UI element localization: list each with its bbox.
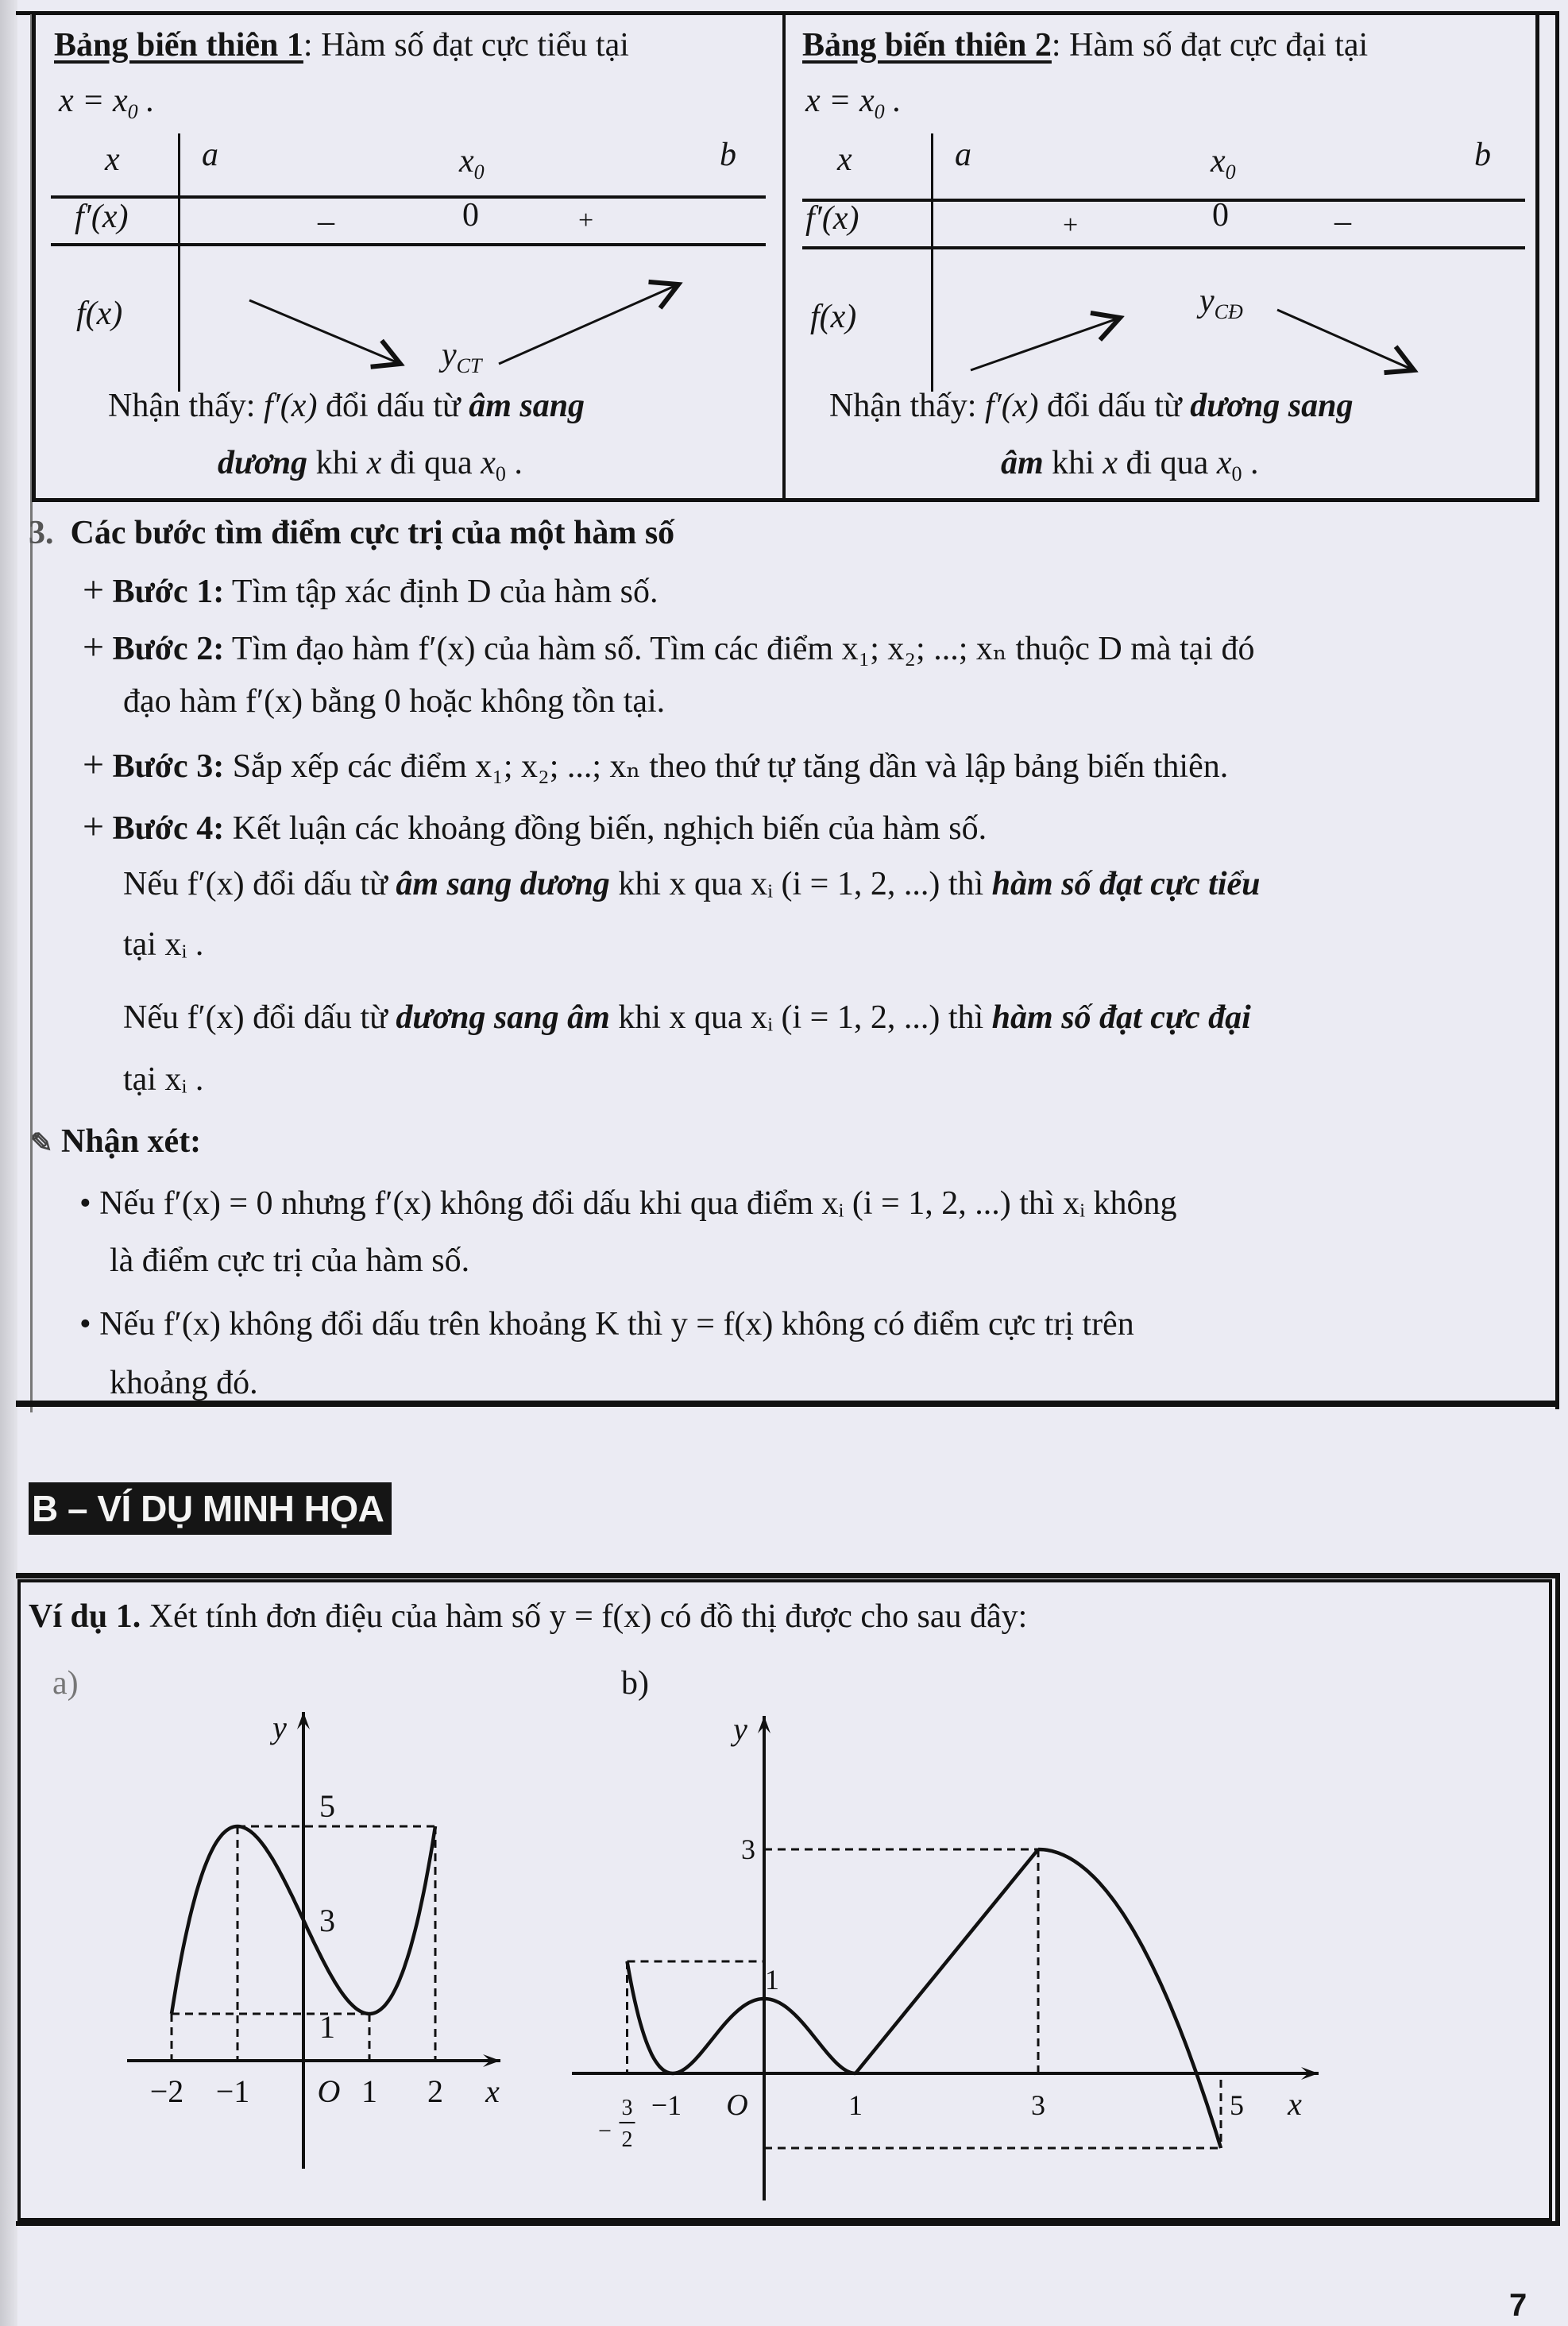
rule-em: hàm số đạt cực tiểu xyxy=(991,866,1261,902)
note-x: x xyxy=(366,445,382,481)
x-tick-label: 1 xyxy=(361,2073,377,2109)
rule-text: Nếu f′(x) đổi dấu từ xyxy=(123,999,396,1036)
step-2 xyxy=(83,624,1255,670)
table-2-x-label: x xyxy=(837,141,852,178)
x-tick-label: 5 xyxy=(1230,2089,1244,2121)
condition-text: x = x xyxy=(59,83,128,119)
note-em2: dương xyxy=(218,445,308,481)
note-mid: đổi dấu từ xyxy=(1038,388,1191,424)
table-2-func-label: f(x) xyxy=(810,299,857,335)
y-tick-label: 1 xyxy=(765,1964,779,1996)
note-tail2: đi qua xyxy=(1118,445,1217,481)
table-1-condition: $x = x_0$ . xyxy=(59,83,155,124)
y-tick-label: 3 xyxy=(741,1833,755,1865)
remark-heading xyxy=(30,1122,201,1161)
rule-max xyxy=(123,998,1251,1037)
table-1-sign-zero: 0 xyxy=(462,197,479,234)
x-axis-label: x xyxy=(1288,2086,1302,2122)
table-1-x0-sub: 0 xyxy=(473,160,485,184)
note-x: x xyxy=(1103,445,1118,481)
table-1-extremum: y xyxy=(442,337,457,373)
step-1 xyxy=(83,567,658,613)
table-2-sign-right: – xyxy=(1334,203,1351,240)
condition-text: x = x xyxy=(805,83,875,119)
example-1-statement xyxy=(29,1597,1027,1636)
note-em1: âm sang xyxy=(469,388,585,424)
section-b-banner: B – VÍ DỤ MINH HỌA xyxy=(29,1482,392,1535)
table-2-sign-left: + xyxy=(1063,211,1079,240)
table-2-note-line1 xyxy=(829,386,1353,426)
remark-bullet-1 xyxy=(79,1184,1176,1223)
plus-icon: + xyxy=(83,626,105,668)
note-em2: âm xyxy=(1001,445,1044,481)
step-label: Bước 2: xyxy=(112,631,225,667)
variation-table-2: Bảng biến thiên 2: Hàm số đạt cực đại tại $x = x_0$ . x a $x_0$ b f′(x) + 0 – f(x) $y_{CĐ}$ Nhận thấy: f′(x) đổi dấu từ dương sang âm khi x đi qua $x_0$ . xyxy=(786,14,1533,499)
part-a-label: a) xyxy=(52,1665,79,1702)
note-tail2: đi qua xyxy=(381,445,481,481)
rule-em: dương sang âm xyxy=(396,999,610,1036)
table-1-note-line1 xyxy=(108,386,585,426)
section-heading: Các bước tìm điểm cực trị của một hàm số xyxy=(70,515,675,551)
pencil-icon: ✎ xyxy=(30,1129,53,1158)
note-prefix: Nhận thấy: xyxy=(108,388,264,424)
step-2-continuation: đạo hàm f′(x) bằng 0 hoặc không tồn tại. xyxy=(123,683,666,720)
table-1-func-label: f(x) xyxy=(76,296,123,332)
frame-right-line xyxy=(1555,11,1559,1409)
step-label: Bước 1: xyxy=(112,574,225,610)
condition-sub: 0 xyxy=(874,100,885,124)
rule-min xyxy=(123,864,1261,904)
x-tick-label: 2 xyxy=(427,2073,443,2109)
note-prefix: Nhận thấy: xyxy=(829,388,985,424)
rule-text: khi x qua xᵢ (i = 1, 2, ...) thì xyxy=(609,866,992,902)
remark-bullet-2-continuation: khoảng đó. xyxy=(110,1365,258,1401)
decreasing-arrow xyxy=(249,300,400,364)
y-axis-label: y xyxy=(272,1710,287,1745)
remark-line: Nếu f′(x) = 0 nhưng f′(x) không đổi dấu khi qua điểm xᵢ (i = 1, 2, ...) thì xᵢ không xyxy=(99,1185,1177,1222)
example-label: Ví dụ 1. xyxy=(29,1598,141,1635)
note-x0-sub: 0 xyxy=(1231,462,1242,486)
plus-icon: + xyxy=(83,744,105,786)
remark-title: Nhận xét: xyxy=(61,1123,202,1160)
step-text: Tìm đạo hàm f′(x) của hàm số. Tìm các điểm x₁; x₂; ...; xₙ thuộc D mà tại đó xyxy=(224,631,1255,667)
table-1-x0: x xyxy=(459,143,474,180)
rule-em: hàm số đạt cực đại xyxy=(991,999,1251,1036)
step-text: Tìm tập xác định D của hàm số. xyxy=(224,574,658,610)
table-1-title-rest: : Hàm số đạt cực tiểu tại xyxy=(303,27,629,64)
example-text: Xét tính đơn điệu của hàm số y = f(x) có đồ thị được cho sau đây: xyxy=(141,1598,1028,1635)
x-tick-label: −1 xyxy=(215,2073,250,2109)
tables-divider xyxy=(782,11,786,502)
table-1-vline xyxy=(178,133,180,392)
table-1-extremum-sub: CT xyxy=(456,354,482,378)
table-1-title xyxy=(54,25,629,65)
note-x0: x xyxy=(481,445,496,481)
section-3-heading xyxy=(29,513,674,553)
table-1-title-bold: Bảng biến thiên 1 xyxy=(54,27,303,64)
step-4 xyxy=(83,804,987,850)
decreasing-arrow xyxy=(1277,310,1414,370)
table-2-sign-zero: 0 xyxy=(1212,197,1229,234)
rule-min-continuation: tại xᵢ . xyxy=(123,926,204,963)
table-1-hline-1 xyxy=(51,195,766,199)
note-tail: khi xyxy=(1043,445,1103,481)
remark-bullet-1-continuation: là điểm cực trị của hàm số. xyxy=(110,1242,470,1279)
rule-em: âm sang dương xyxy=(396,866,610,902)
example-box-bottom-outer xyxy=(16,2221,1560,2226)
table-2-hline-1 xyxy=(802,199,1525,202)
table-2-title-bold: Bảng biến thiên 2 xyxy=(802,27,1052,64)
note-mid: đổi dấu từ xyxy=(317,388,469,424)
origin-label: O xyxy=(726,2088,748,2122)
table-1-note-line2: dương khi x đi qua $x_0$ . xyxy=(218,445,523,486)
table-2-extremum: y xyxy=(1199,283,1215,319)
x-tick-label: 3 xyxy=(1031,2089,1045,2121)
graph-a xyxy=(119,1692,532,2169)
table-2-title xyxy=(802,25,1368,65)
step-text: Sắp xếp các điểm x₁; x₂; ...; xₙ theo thứ tự tăng dần và lập bảng biến thiên. xyxy=(224,748,1229,785)
table-1-a: a xyxy=(202,137,218,173)
note-tail: khi xyxy=(307,445,367,481)
note-fx: f′(x) xyxy=(984,388,1039,424)
bullet-icon: • xyxy=(79,1185,91,1222)
x-tick-label: 1 xyxy=(848,2089,863,2121)
graph-b xyxy=(556,1692,1334,2200)
x-axis-label: x xyxy=(485,2073,500,2109)
rule-text: khi x qua xᵢ (i = 1, 2, ...) thì xyxy=(609,999,992,1036)
rule-max-continuation: tại xᵢ . xyxy=(123,1061,204,1098)
rule-text: Nếu f′(x) đổi dấu từ xyxy=(123,866,396,902)
condition-sub: 0 xyxy=(127,100,138,124)
table-1-x-label: x xyxy=(105,141,120,178)
table-2-vline xyxy=(931,133,933,392)
example-box-top xyxy=(16,1573,1559,1578)
step-3 xyxy=(83,742,1228,788)
variation-table-1 xyxy=(35,14,782,499)
y-tick-label: 5 xyxy=(319,1788,335,1824)
increasing-arrow xyxy=(499,284,678,364)
curve-segment-1 xyxy=(628,1961,856,2073)
plus-icon: + xyxy=(83,569,105,611)
section-number: 3. xyxy=(29,515,54,551)
table-1-sign-right: + xyxy=(578,206,594,235)
curve-segment-2 xyxy=(855,1849,1038,2073)
y-tick-label: 3 xyxy=(319,1903,335,1938)
origin-label: O xyxy=(317,2073,341,2109)
page-number: 7 xyxy=(1509,2288,1527,2323)
increasing-arrow xyxy=(971,318,1120,370)
fraction-numerator: 3 xyxy=(621,2096,633,2120)
table-2-note-line2: âm khi x đi qua $x_0$ . xyxy=(1001,445,1259,486)
table-2-b: b xyxy=(1474,137,1491,173)
bullet-icon: • xyxy=(79,1306,91,1343)
x-tick-label: −2 xyxy=(149,2073,184,2109)
table-2-deriv-label: f′(x) xyxy=(805,200,859,237)
note-x0: x xyxy=(1216,445,1232,481)
step-text: Kết luận các khoảng đồng biến, nghịch biến của hàm số. xyxy=(224,810,987,847)
plus-icon: + xyxy=(83,806,105,848)
table-1-deriv-label: f′(x) xyxy=(75,199,129,235)
table-2-a: a xyxy=(955,137,971,173)
table-1-b: b xyxy=(720,137,736,173)
remark-line: Nếu f′(x) không đổi dấu trên khoảng K thì y = f(x) không có điểm cực trị trên xyxy=(99,1306,1134,1343)
table-2-title-rest: : Hàm số đạt cực đại tại xyxy=(1051,27,1369,64)
curve-segment-3 xyxy=(1038,1849,1221,2148)
fraction-denominator: 2 xyxy=(621,2127,633,2152)
y-axis-label: y xyxy=(733,1711,747,1747)
note-fx: f′(x) xyxy=(263,388,318,424)
step-label: Bước 4: xyxy=(112,810,225,847)
part-b-label: b) xyxy=(621,1665,649,1702)
table-2-extremum-sub: CĐ xyxy=(1214,300,1243,324)
x-tick-label: −1 xyxy=(651,2089,682,2121)
note-em1: dương sang xyxy=(1190,388,1354,424)
table-2-x0: x xyxy=(1211,143,1226,180)
step-label: Bước 3: xyxy=(112,748,225,785)
remark-bullet-2 xyxy=(79,1304,1134,1344)
note-x0-sub: 0 xyxy=(495,462,506,486)
example-box-right-outer xyxy=(1555,1573,1560,2226)
table-2-x0-sub: 0 xyxy=(1225,160,1236,184)
page-spine-shadow xyxy=(0,0,17,2326)
y-tick-label: 1 xyxy=(319,2009,335,2045)
table-1-sign-left: – xyxy=(318,203,334,240)
fraction-sign: − xyxy=(598,2118,612,2144)
